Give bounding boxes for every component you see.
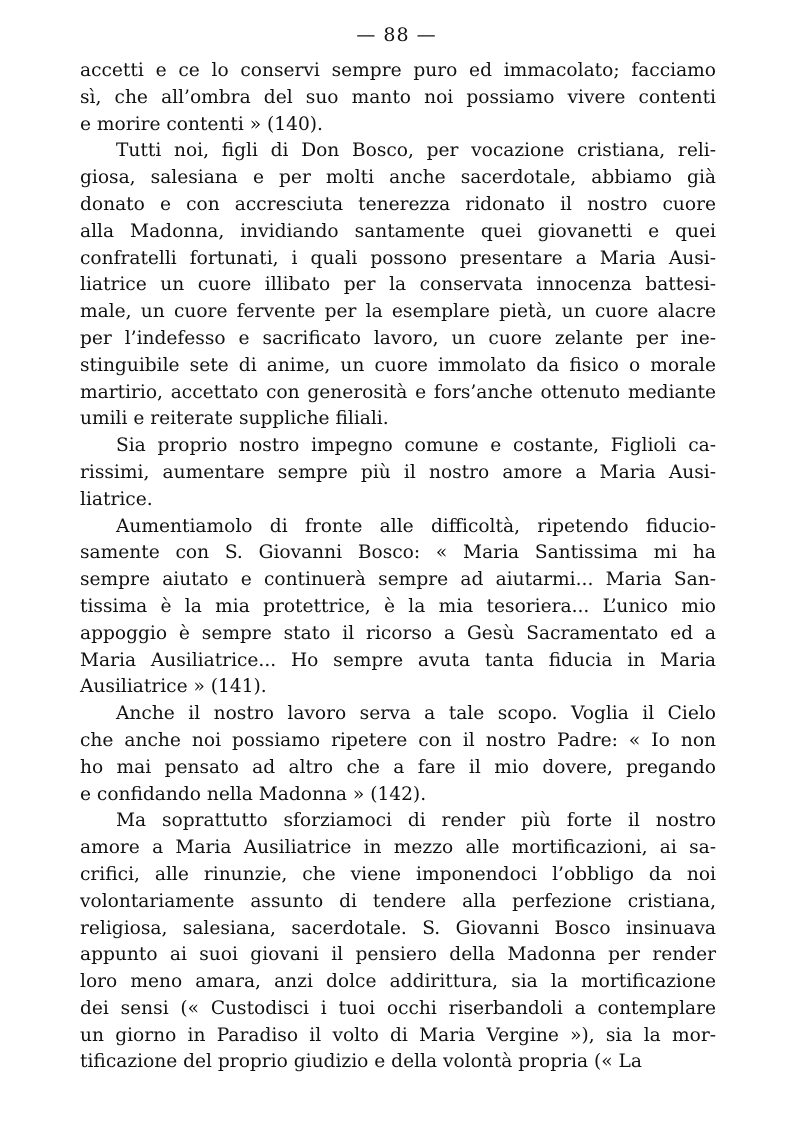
body-text	[80, 58, 716, 1076]
text-line: crifici, alle rinunzie, che viene imponendoci l’obbligo da noi	[80, 863, 716, 885]
text-line: appoggio è sempre stato il ricorso a Gesù Sacramentato ed a	[80, 622, 716, 644]
text-line: Sia proprio nostro impegno comune e costante, Figlioli ca-	[116, 435, 716, 457]
text-line: Tutti noi, figli di Don Bosco, per vocazione cristiana, reli-	[116, 140, 716, 162]
page-number: — 88 —	[356, 24, 437, 46]
text-line: Maria Ausiliatrice... Ho sempre avuta tanta fiducia in Maria	[80, 649, 716, 671]
text-line: alla Madonna, invidiando santamente quei giovanetti e quei	[80, 220, 716, 242]
text-line: liatrice un cuore illibato per la conservata innocenza battesi-	[80, 274, 716, 296]
text-line: per l’indefesso e sacrificato lavoro, un cuore zelante per ine-	[80, 327, 716, 349]
text-line: e morire contenti » (140).	[80, 113, 323, 135]
paragraph	[80, 808, 716, 1076]
text-line: sempre aiutato e continuerà sempre ad aiutarmi... Maria San-	[80, 569, 716, 591]
text-line: amore a Maria Ausiliatrice in mezzo alle mortificazioni, ai sa-	[80, 837, 716, 859]
text-line: volontariamente assunto di tendere alla perfezione cristiana,	[80, 890, 716, 912]
text-line: un giorno in Paradiso il volto di Maria Vergine »), sia la mor-	[80, 1024, 716, 1046]
text-line: Anche il nostro lavoro serva a tale scopo. Voglia il Cielo	[116, 703, 716, 725]
text-line: tificazione del proprio giudizio e della volontà propria (« La	[80, 1051, 642, 1073]
text-line: e confidando nella Madonna » (142).	[80, 783, 427, 805]
text-line: Ausiliatrice » (141).	[80, 676, 267, 698]
text-line: Aumentiamolo di fronte alle difficoltà, ripetendo fiducio-	[116, 515, 716, 537]
paragraph	[80, 701, 716, 808]
text-line: Ma soprattutto sforziamoci di render più forte il nostro	[116, 810, 716, 832]
text-line: liatrice.	[80, 488, 153, 510]
text-line: giosa, salesiana e per molti anche sacerdotale, abbiamo già	[80, 167, 716, 189]
paragraph	[80, 58, 716, 138]
text-line: male, un cuore fervente per la esemplare pietà, un cuore alacre	[80, 301, 716, 323]
text-line: dei sensi (« Custodisci i tuoi occhi riserbandoli a contemplare	[80, 997, 716, 1019]
text-line: sì, che all’ombra del suo manto noi possiamo vivere contenti	[80, 86, 716, 108]
text-line: accetti e ce lo conservi sempre puro ed immacolato; facciamo	[80, 60, 716, 81]
text-line: religiosa, salesiana, sacerdotale. S. Giovanni Bosco insinuava	[80, 917, 716, 939]
text-line: samente con S. Giovanni Bosco: « Maria Santissima mi ha	[80, 542, 716, 564]
paragraph	[80, 433, 716, 513]
text-line: appunto ai suoi giovani il pensiero della Madonna per render	[80, 944, 716, 966]
paragraph	[80, 138, 716, 433]
text-line: confratelli fortunati, i quali possono presentare a Maria Ausi-	[80, 247, 716, 269]
paragraph	[80, 514, 716, 702]
text-line: rissimi, aumentare sempre più il nostro amore a Maria Ausi-	[80, 461, 716, 483]
text-line: martirio, accettato con generosità e fors’anche ottenuto mediante	[80, 381, 716, 403]
text-line: che anche noi possiamo ripetere con il nostro Padre: « Io non	[80, 729, 716, 751]
text-line: stinguibile sete di anime, un cuore immolato da fisico o morale	[80, 354, 716, 376]
text-line: tissima è la mia protettrice, è la mia tesoriera... L’unico mio	[80, 595, 716, 617]
text-line: ho mai pensato ad altro che a fare il mio dovere, pregando	[80, 756, 716, 778]
text-line: donato e con accresciuta tenerezza ridonato il nostro cuore	[80, 193, 716, 215]
text-line: loro meno amara, anzi dolce addirittura, sia la mortificazione	[80, 971, 716, 993]
text-line: umili e reiterate suppliche filiali.	[80, 408, 389, 430]
